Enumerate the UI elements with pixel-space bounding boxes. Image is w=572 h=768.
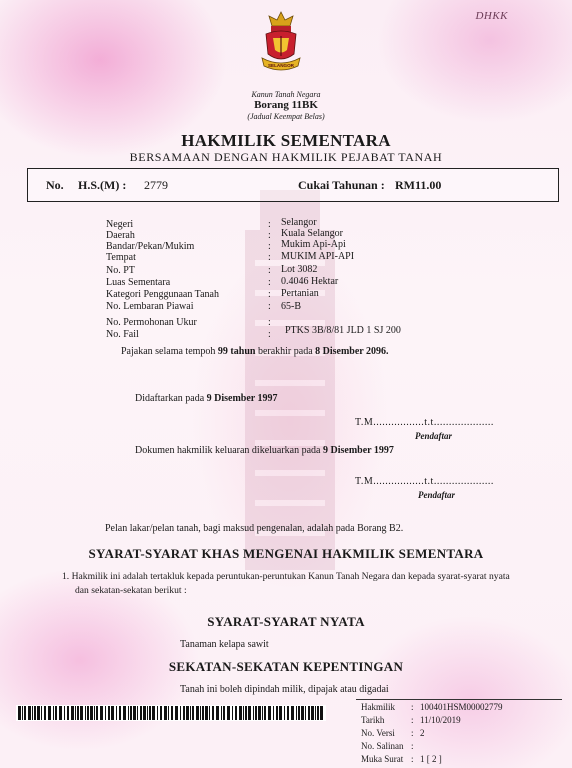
footer-value: 11/10/2019 <box>420 715 461 725</box>
restriction-text: Tanah ini boleh dipindah milik, dipajak atau digadai <box>180 684 389 695</box>
tax-value: RM11.00 <box>395 178 442 192</box>
express-conditions-text: Tanaman kelapa sawit <box>180 639 269 650</box>
selangor-crest-icon <box>258 10 304 88</box>
registered-date: 9 Disember 1997 <box>206 393 278 404</box>
field-value: Pertanian <box>281 288 319 299</box>
field-label: No. Permohonan Ukur <box>106 317 197 328</box>
tax-label: Cukai Tahunan : <box>298 178 385 192</box>
field-value: Selangor <box>281 217 317 228</box>
no-label: No. <box>46 178 64 192</box>
field-label: No. Lembaran Piawai <box>106 301 194 312</box>
clause-1-line-2: dan sekatan-sekatan berikut : <box>75 585 187 596</box>
clause-1-line-1: 1. Hakmilik ini adalah tertakluk kepada peruntukan-peruntukan Kanun Tanah Negara dan kepada syarat-syarat nyata <box>62 571 510 582</box>
hs-label: H.S.(M) : <box>78 178 127 192</box>
field-label: Daerah <box>106 230 135 241</box>
restriction-heading: SEKATAN-SEKATAN KEPENTINGAN <box>168 659 404 674</box>
plan-note: Pelan lakar/pelan tanah, bagi maksud pengenalan, adalah pada Borang B2. <box>105 523 404 534</box>
field-value: 0.4046 Hektar <box>281 276 339 287</box>
footer-value: 1 [ 2 ] <box>420 754 442 764</box>
footer-value: 2 <box>420 728 425 738</box>
form-number: Borang 11BK <box>254 99 318 111</box>
signature-line-1: T.M.................t.t.................... <box>355 417 494 428</box>
footer-label: Hakmilik <box>361 702 395 712</box>
law-name: Kanun Tanah Negara <box>251 90 321 99</box>
document-title: HAKMILIK SEMENTARA <box>181 131 391 150</box>
signature-label-1: Pendaftar <box>415 431 452 441</box>
field-label: Tempat <box>106 252 136 263</box>
field-value: PTKS 3B/8/81 JLD 1 SJ 200 <box>285 325 401 336</box>
registered-statement: Didaftarkan pada 9 Disember 1997 <box>135 393 278 404</box>
field-value: Mukim Api-Api <box>281 239 346 250</box>
issued-statement: Dokumen hakmilik keluaran dikeluarkan pada 9 Disember 1997 <box>135 445 394 456</box>
field-label: No. Fail <box>106 329 139 340</box>
issued-date: 9 Disember 1997 <box>323 445 394 456</box>
footer-label: No. Salinan <box>361 741 404 751</box>
title-number-box <box>27 168 559 202</box>
footer-divider <box>356 699 562 700</box>
field-label: No. PT <box>106 265 135 276</box>
field-value: MUKIM API-API <box>281 251 355 262</box>
signature-label-2: Pendaftar <box>418 490 455 500</box>
barcode-icon <box>16 705 326 721</box>
footer-value: 100401HSM00002779 <box>420 702 503 712</box>
lease-end-date: 8 Disember 2096. <box>315 346 389 357</box>
field-value: Lot 3082 <box>281 264 318 275</box>
field-label: Bandar/Pekan/Mukim <box>106 241 195 252</box>
hs-value: 2779 <box>144 178 168 192</box>
field-value: Kuala Selangor <box>281 228 343 239</box>
document-subtitle: BERSAMAAN DENGAN HAKMILIK PEJABAT TANAH <box>129 150 443 164</box>
special-conditions-heading: SYARAT-SYARAT KHAS MENGENAI HAKMILIK SEMENTARA <box>88 546 484 561</box>
footer-label: Tarikh <box>361 715 385 725</box>
lease-statement: Pajakan selama tempoh 99 tahun berakhir pada 8 Disember 2096. <box>121 346 389 357</box>
serial-code: DHKK <box>475 10 508 22</box>
signature-line-2: T.M.................t.t.................... <box>355 476 494 487</box>
field-label: Kategori Penggunaan Tanah <box>106 289 219 300</box>
crest-label: SELANGOR <box>267 63 295 68</box>
footer-label: Muka Surat <box>361 754 404 764</box>
schedule-name: (Jadual Keempat Belas) <box>247 112 325 121</box>
field-label: Luas Sementara <box>106 277 171 288</box>
express-conditions-heading: SYARAT-SYARAT NYATA <box>207 614 365 629</box>
lease-years: 99 tahun <box>217 346 256 357</box>
footer-label: No. Versi <box>361 728 395 738</box>
field-value: 65-B <box>281 301 301 312</box>
field-label: Negeri <box>106 219 134 230</box>
